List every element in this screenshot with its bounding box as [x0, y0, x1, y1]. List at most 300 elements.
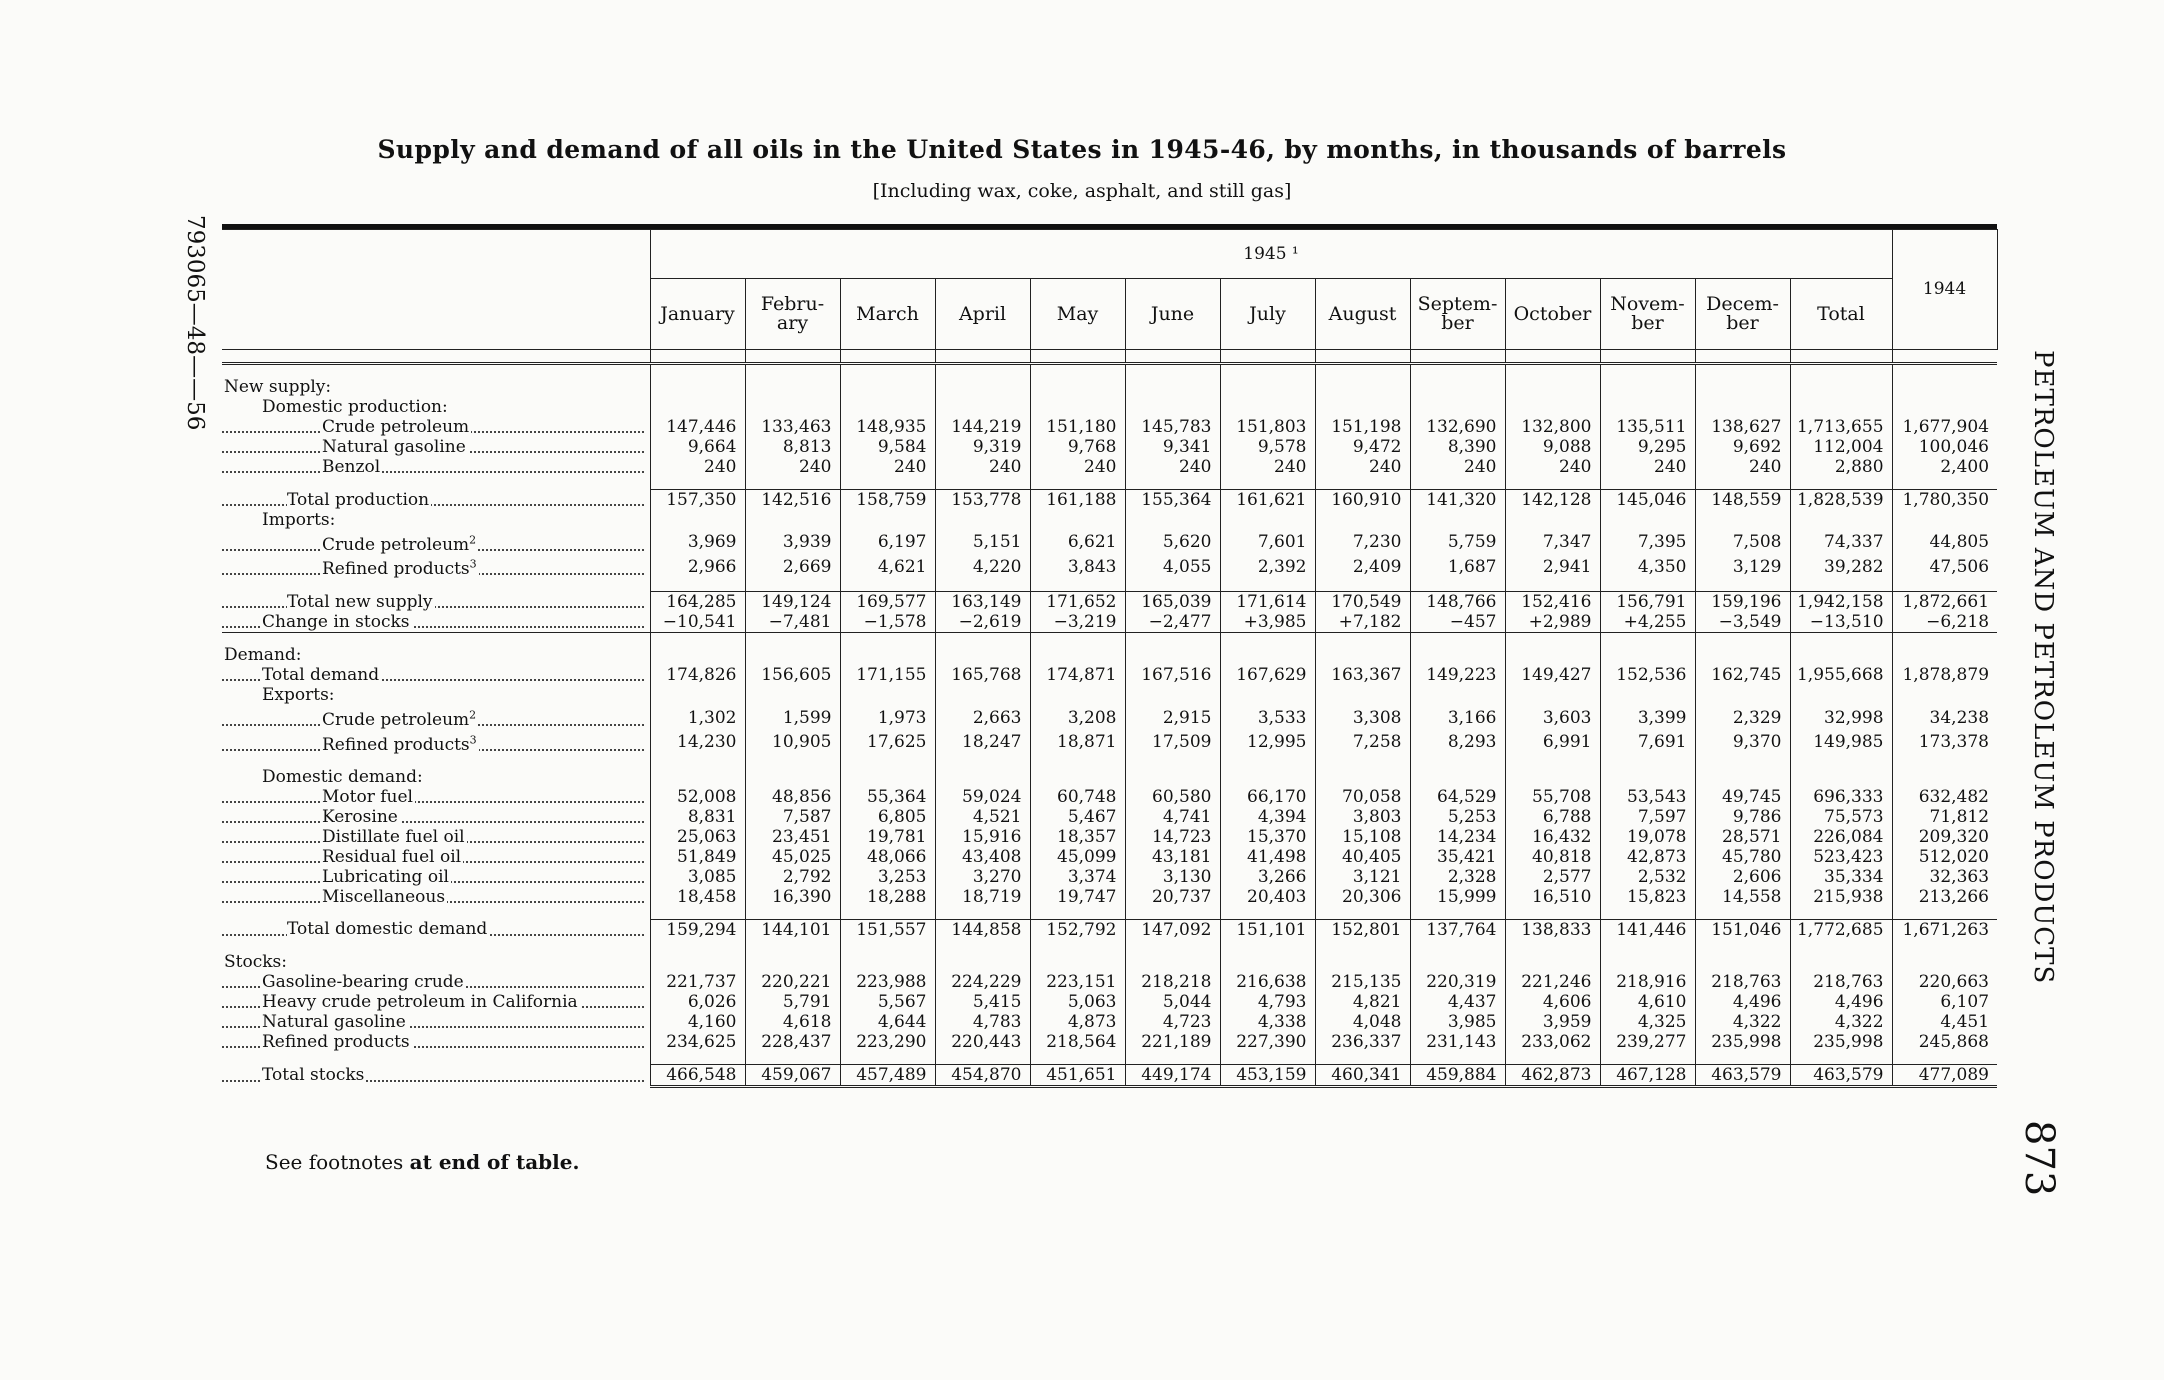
- value-cell: 70,058: [1315, 787, 1410, 807]
- empty-cell: [1030, 377, 1125, 397]
- value-cell: 5,151: [935, 530, 1030, 555]
- table-row: [222, 919, 1997, 940]
- row-label: [222, 972, 650, 992]
- value-cell: 151,101: [1220, 919, 1315, 940]
- spacer-cell: [1790, 1052, 1892, 1065]
- spacer-cell: [1790, 364, 1892, 378]
- value-cell: 18,871: [1030, 730, 1125, 755]
- footnote: See footnotes at end of table.: [265, 1150, 580, 1174]
- spacer-cell: [1125, 579, 1220, 592]
- table-row: [222, 530, 1997, 555]
- total-header: Total: [1790, 279, 1892, 350]
- value-cell: 9,472: [1315, 437, 1410, 457]
- value-cell: 5,253: [1410, 807, 1505, 827]
- value-cell: 148,766: [1410, 592, 1505, 613]
- value-cell: 18,247: [935, 730, 1030, 755]
- month-header: Febru- ary: [745, 279, 840, 350]
- empty-cell: [935, 952, 1030, 972]
- row-label-text: Natural gasoline: [262, 1011, 406, 1032]
- spacer-cell: [935, 755, 1030, 767]
- spacer-cell: [1892, 364, 1997, 378]
- value-cell: 148,559: [1695, 490, 1790, 511]
- empty-cell: [650, 510, 745, 530]
- spacer-cell: [1790, 940, 1892, 952]
- spacer-cell: [650, 940, 745, 952]
- month-header: March: [840, 279, 935, 350]
- empty-cell: [650, 767, 745, 787]
- value-cell: 8,293: [1410, 730, 1505, 755]
- row-label: [222, 457, 650, 477]
- spacer-cell: [1030, 633, 1125, 646]
- row-label: [222, 530, 650, 555]
- value-cell: 4,048: [1315, 1012, 1410, 1032]
- empty-cell: [650, 645, 745, 665]
- empty-cell: [1030, 645, 1125, 665]
- row-label: [222, 437, 650, 457]
- value-cell: 221,737: [650, 972, 745, 992]
- spacer-cell: [1505, 364, 1600, 378]
- row-label: [222, 807, 650, 827]
- table-row: [222, 457, 1997, 477]
- value-cell: 42,873: [1600, 847, 1695, 867]
- empty-cell: [1790, 510, 1892, 530]
- table-row: [222, 887, 1997, 907]
- spacer-cell: [650, 364, 745, 378]
- spacer-cell: [1030, 477, 1125, 490]
- value-cell: 152,416: [1505, 592, 1600, 613]
- empty-cell: [1505, 645, 1600, 665]
- value-cell: 157,350: [650, 490, 745, 511]
- empty-cell: [1695, 685, 1790, 705]
- value-cell: 162,745: [1695, 665, 1790, 685]
- spacer-cell: [1220, 633, 1315, 646]
- value-cell: 43,408: [935, 847, 1030, 867]
- value-cell: 2,663: [935, 705, 1030, 730]
- spacer-cell: [1600, 364, 1695, 378]
- empty-cell: [745, 767, 840, 787]
- row-label-text: Crude petroleum: [322, 534, 470, 555]
- empty-cell: [935, 685, 1030, 705]
- value-cell: 9,786: [1695, 807, 1790, 827]
- empty-cell: [1695, 397, 1790, 417]
- value-cell: 5,063: [1030, 992, 1125, 1012]
- value-cell: 14,558: [1695, 887, 1790, 907]
- row-label-text: Distillate fuel oil: [322, 826, 465, 847]
- value-cell: 218,218: [1125, 972, 1220, 992]
- empty-cell: [1790, 952, 1892, 972]
- value-cell: 6,621: [1030, 530, 1125, 555]
- spacer-cell: [1315, 633, 1410, 646]
- value-cell: 449,174: [1125, 1064, 1220, 1086]
- section-heading-row: [222, 685, 1997, 705]
- page-subtitle: [Including wax, coke, asphalt, and still gas]: [872, 180, 1292, 202]
- value-cell: 23,451: [745, 827, 840, 847]
- value-cell: 240: [1030, 457, 1125, 477]
- spacer-cell: [1505, 755, 1600, 767]
- spacer-cell: [840, 907, 935, 920]
- spacer-cell: [222, 755, 650, 767]
- value-cell: 227,390: [1220, 1032, 1315, 1052]
- value-cell: 7,601: [1220, 530, 1315, 555]
- spacer-cell: [1790, 579, 1892, 592]
- value-cell: 1,302: [650, 705, 745, 730]
- value-cell: 142,516: [745, 490, 840, 511]
- spacer-cell: [935, 364, 1030, 378]
- value-cell: 4,610: [1600, 992, 1695, 1012]
- total-cell: 32,998: [1790, 705, 1892, 730]
- value-cell: 5,467: [1030, 807, 1125, 827]
- value-cell: 4,644: [840, 1012, 935, 1032]
- empty-cell: [1892, 510, 1997, 530]
- value-cell: 9,370: [1695, 730, 1790, 755]
- year-1944-cell: 100,046: [1892, 437, 1997, 457]
- row-label-text: Crude petroleum: [322, 417, 470, 437]
- spacer-row: [222, 907, 1997, 920]
- value-cell: 20,306: [1315, 887, 1410, 907]
- empty-cell: [1600, 397, 1695, 417]
- value-cell: 19,078: [1600, 827, 1695, 847]
- section-heading: Stocks:: [224, 951, 287, 972]
- empty-cell: [1220, 952, 1315, 972]
- spacer-cell: [1600, 350, 1695, 364]
- table-row: [222, 705, 1997, 730]
- value-cell: 451,651: [1030, 1064, 1125, 1086]
- value-cell: 220,221: [745, 972, 840, 992]
- table-row: [222, 1012, 1997, 1032]
- value-cell: 9,295: [1600, 437, 1695, 457]
- value-cell: 6,197: [840, 530, 935, 555]
- row-label: [222, 1064, 650, 1086]
- spacer-cell: [650, 477, 745, 490]
- value-cell: 4,723: [1125, 1012, 1220, 1032]
- row-label: [222, 847, 650, 867]
- row-label-text: Crude petroleum: [322, 709, 470, 730]
- value-cell: 240: [1220, 457, 1315, 477]
- spacer-row: [222, 477, 1997, 490]
- year-1944-cell: 1,878,879: [1892, 665, 1997, 685]
- value-cell: 1,599: [745, 705, 840, 730]
- table-row: [222, 592, 1997, 613]
- total-cell: 218,763: [1790, 972, 1892, 992]
- empty-cell: [1505, 767, 1600, 787]
- empty-cell: [1315, 952, 1410, 972]
- stub-header: [222, 230, 650, 350]
- value-cell: 234,625: [650, 1032, 745, 1052]
- spacer-cell: [222, 579, 650, 592]
- spacer-cell: [222, 350, 650, 364]
- spacer-cell: [840, 364, 935, 378]
- total-cell: 35,334: [1790, 867, 1892, 887]
- value-cell: 240: [1695, 457, 1790, 477]
- table-row: [222, 787, 1997, 807]
- value-cell: 165,039: [1125, 592, 1220, 613]
- spacer-cell: [745, 477, 840, 490]
- spacer-cell: [650, 350, 745, 364]
- value-cell: 158,759: [840, 490, 935, 511]
- empty-cell: [840, 952, 935, 972]
- empty-cell: [1695, 510, 1790, 530]
- spacer-cell: [1695, 755, 1790, 767]
- spacer-row: [222, 633, 1997, 646]
- month-header: Novem- ber: [1600, 279, 1695, 350]
- empty-cell: [1695, 377, 1790, 397]
- value-cell: 2,392: [1220, 555, 1315, 580]
- value-cell: 9,664: [650, 437, 745, 457]
- row-label-text: Benzol: [322, 457, 381, 477]
- value-cell: 7,508: [1695, 530, 1790, 555]
- total-cell: 4,496: [1790, 992, 1892, 1012]
- total-cell: 112,004: [1790, 437, 1892, 457]
- total-cell: 2,880: [1790, 457, 1892, 477]
- spacer-cell: [1220, 364, 1315, 378]
- value-cell: 3,308: [1315, 705, 1410, 730]
- value-cell: 2,915: [1125, 705, 1220, 730]
- year-1944-cell: 1,780,350: [1892, 490, 1997, 511]
- value-cell: 45,099: [1030, 847, 1125, 867]
- value-cell: −3,219: [1030, 612, 1125, 633]
- spacer-cell: [1892, 477, 1997, 490]
- row-label-text: Total production: [287, 489, 430, 510]
- value-cell: 223,988: [840, 972, 935, 992]
- table-row: [222, 612, 1997, 633]
- row-label-text: Refined products: [322, 559, 470, 580]
- empty-cell: [935, 510, 1030, 530]
- month-header: Septem- ber: [1410, 279, 1505, 350]
- value-cell: 2,669: [745, 555, 840, 580]
- spacer-cell: [1030, 579, 1125, 592]
- value-cell: 3,121: [1315, 867, 1410, 887]
- section-heading-row: [222, 952, 1997, 972]
- value-cell: 9,341: [1125, 437, 1220, 457]
- value-cell: 17,509: [1125, 730, 1220, 755]
- empty-cell: [935, 645, 1030, 665]
- value-cell: 40,405: [1315, 847, 1410, 867]
- row-label: [222, 592, 650, 613]
- row-label: [222, 787, 650, 807]
- table-row: [222, 1032, 1997, 1052]
- value-cell: 218,916: [1600, 972, 1695, 992]
- year-1944-cell: 4,451: [1892, 1012, 1997, 1032]
- section-heading-row: [222, 767, 1997, 787]
- value-cell: 4,394: [1220, 807, 1315, 827]
- year-1944-cell: 209,320: [1892, 827, 1997, 847]
- empty-cell: [1790, 377, 1892, 397]
- value-cell: 5,415: [935, 992, 1030, 1012]
- value-cell: 148,935: [840, 417, 935, 437]
- table-row: [222, 665, 1997, 685]
- spacer-cell: [935, 1052, 1030, 1065]
- spacer-cell: [1505, 579, 1600, 592]
- value-cell: 45,025: [745, 847, 840, 867]
- month-header: Decem- ber: [1695, 279, 1790, 350]
- footnote-marker: 3: [469, 557, 477, 571]
- value-cell: 66,170: [1220, 787, 1315, 807]
- spacer-cell: [1315, 579, 1410, 592]
- year-1944-cell: 477,089: [1892, 1064, 1997, 1086]
- value-cell: 16,510: [1505, 887, 1600, 907]
- value-cell: 6,026: [650, 992, 745, 1012]
- spacer-cell: [1220, 579, 1315, 592]
- value-cell: 7,587: [745, 807, 840, 827]
- empty-cell: [1600, 767, 1695, 787]
- empty-cell: [935, 397, 1030, 417]
- year-1944-cell: 34,238: [1892, 705, 1997, 730]
- table-row: [222, 555, 1997, 580]
- empty-cell: [840, 377, 935, 397]
- value-cell: 3,253: [840, 867, 935, 887]
- spacer-cell: [1220, 940, 1315, 952]
- value-cell: 59,024: [935, 787, 1030, 807]
- spacer-cell: [1125, 755, 1220, 767]
- empty-cell: [1410, 685, 1505, 705]
- empty-cell: [1892, 685, 1997, 705]
- empty-cell: [1220, 767, 1315, 787]
- empty-cell: [1790, 685, 1892, 705]
- value-cell: 460,341: [1315, 1064, 1410, 1086]
- spacer-cell: [745, 350, 840, 364]
- total-cell: 4,322: [1790, 1012, 1892, 1032]
- value-cell: 40,818: [1505, 847, 1600, 867]
- empty-cell: [1410, 397, 1505, 417]
- value-cell: 454,870: [935, 1064, 1030, 1086]
- value-cell: 18,357: [1030, 827, 1125, 847]
- value-cell: 2,329: [1695, 705, 1790, 730]
- spacer-cell: [1125, 350, 1220, 364]
- month-header: July: [1220, 279, 1315, 350]
- footnote-marker: 2: [469, 533, 477, 546]
- value-cell: 2,328: [1410, 867, 1505, 887]
- year-1944-cell: 213,266: [1892, 887, 1997, 907]
- month-header: April: [935, 279, 1030, 350]
- value-cell: 9,692: [1695, 437, 1790, 457]
- spacer-cell: [650, 755, 745, 767]
- value-cell: 4,220: [935, 555, 1030, 580]
- value-cell: 145,783: [1125, 417, 1220, 437]
- empty-cell: [840, 645, 935, 665]
- value-cell: 159,294: [650, 919, 745, 940]
- value-cell: 161,621: [1220, 490, 1315, 511]
- empty-cell: [1410, 767, 1505, 787]
- spacer-cell: [1030, 755, 1125, 767]
- empty-cell: [1790, 767, 1892, 787]
- spacer-cell: [222, 364, 650, 378]
- value-cell: 8,813: [745, 437, 840, 457]
- total-cell: 1,955,668: [1790, 665, 1892, 685]
- table-row: [222, 827, 1997, 847]
- spacer-cell: [1695, 633, 1790, 646]
- spacer-cell: [745, 633, 840, 646]
- value-cell: −2,477: [1125, 612, 1220, 633]
- empty-cell: [1600, 377, 1695, 397]
- total-cell: 1,942,158: [1790, 592, 1892, 613]
- spacer-cell: [1600, 477, 1695, 490]
- total-cell: 696,333: [1790, 787, 1892, 807]
- value-cell: 53,543: [1600, 787, 1695, 807]
- spacer-cell: [222, 907, 650, 920]
- total-cell: 226,084: [1790, 827, 1892, 847]
- empty-cell: [1892, 377, 1997, 397]
- value-cell: 2,792: [745, 867, 840, 887]
- row-label-text: Total stocks: [262, 1065, 365, 1086]
- empty-cell: [745, 685, 840, 705]
- year-1945-header: 1945 ¹: [650, 230, 1892, 279]
- year-1944-cell: 47,506: [1892, 555, 1997, 580]
- value-cell: 10,905: [745, 730, 840, 755]
- empty-cell: [1315, 397, 1410, 417]
- value-cell: 35,421: [1410, 847, 1505, 867]
- value-cell: +7,182: [1315, 612, 1410, 633]
- value-cell: 138,833: [1505, 919, 1600, 940]
- value-cell: 20,403: [1220, 887, 1315, 907]
- value-cell: 48,856: [745, 787, 840, 807]
- value-cell: −10,541: [650, 612, 745, 633]
- value-cell: 1,687: [1410, 555, 1505, 580]
- empty-cell: [1315, 685, 1410, 705]
- value-cell: 144,219: [935, 417, 1030, 437]
- value-cell: 145,046: [1600, 490, 1695, 511]
- spacer-cell: [1030, 350, 1125, 364]
- spacer-cell: [1892, 940, 1997, 952]
- row-label-text: Miscellaneous: [322, 886, 446, 907]
- spacer-cell: [1892, 579, 1997, 592]
- spacer-cell: [840, 755, 935, 767]
- value-cell: 52,008: [650, 787, 745, 807]
- empty-cell: [1220, 397, 1315, 417]
- value-cell: 14,234: [1410, 827, 1505, 847]
- value-cell: 152,801: [1315, 919, 1410, 940]
- empty-cell: [745, 377, 840, 397]
- value-cell: 220,443: [935, 1032, 1030, 1052]
- value-cell: 25,063: [650, 827, 745, 847]
- header-rule-row: [222, 350, 1997, 364]
- table-row: [222, 867, 1997, 887]
- value-cell: 153,778: [935, 490, 1030, 511]
- spacer-cell: [1790, 350, 1892, 364]
- value-cell: 144,858: [935, 919, 1030, 940]
- spacer-cell: [1892, 1052, 1997, 1065]
- section-heading-row: [222, 645, 1997, 665]
- value-cell: 64,529: [1410, 787, 1505, 807]
- spacer-cell: [1315, 907, 1410, 920]
- spacer-cell: [1030, 940, 1125, 952]
- value-cell: 7,258: [1315, 730, 1410, 755]
- value-cell: 171,614: [1220, 592, 1315, 613]
- spacer-cell: [1410, 477, 1505, 490]
- value-cell: 4,521: [935, 807, 1030, 827]
- total-cell: 215,938: [1790, 887, 1892, 907]
- value-cell: 5,759: [1410, 530, 1505, 555]
- value-cell: 2,409: [1315, 555, 1410, 580]
- empty-cell: [1505, 685, 1600, 705]
- value-cell: 149,223: [1410, 665, 1505, 685]
- value-cell: 16,432: [1505, 827, 1600, 847]
- empty-cell: [840, 685, 935, 705]
- spacer-cell: [1695, 1052, 1790, 1065]
- total-cell: 1,828,539: [1790, 490, 1892, 511]
- empty-cell: [745, 397, 840, 417]
- value-cell: 459,884: [1410, 1064, 1505, 1086]
- spacer-cell: [1790, 755, 1892, 767]
- table-row: [222, 1064, 1997, 1086]
- value-cell: 164,285: [650, 592, 745, 613]
- empty-cell: [1030, 510, 1125, 530]
- value-cell: 163,149: [935, 592, 1030, 613]
- spacer-cell: [1030, 1052, 1125, 1065]
- value-cell: −1,578: [840, 612, 935, 633]
- empty-cell: [650, 685, 745, 705]
- value-cell: 149,427: [1505, 665, 1600, 685]
- row-label-text: Motor fuel: [322, 786, 413, 807]
